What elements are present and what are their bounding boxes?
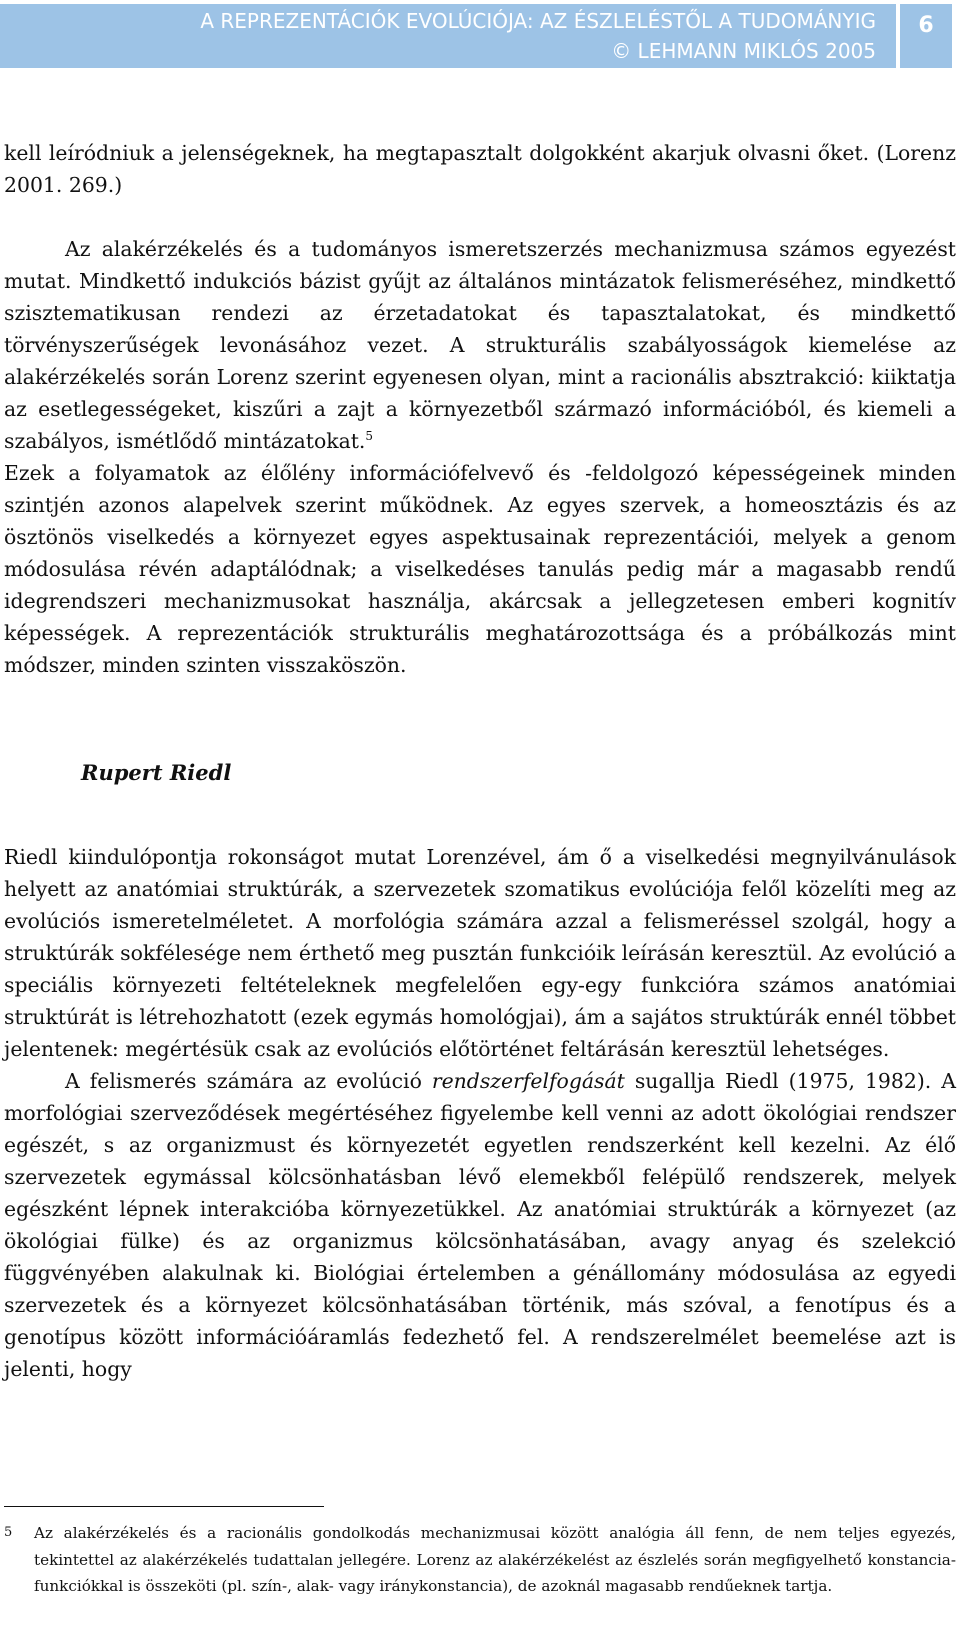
paragraph-2-text: Az alakérzékelés és a tudományos ismeretszerzés mechanizmusa számos egyezést mutat. Mindkettő indukciós bázist gyűjt az általános mintázatok felismeréséhez, mindkettő szisztematikusan rendezi az érzetadatokat és tapasztalatokat, és mindkettő törvényszerűségek levonásához vezet. A strukturális szabályosságok kiemelése az alakérzékelés során Lorenz szerint egyenesen olyan, mint a racionális absztrakció: kiiktatja az esetlegességeket, kiszűri a zajt a környezetből származó információból, és kiemeli a szabályos, ismétlődő mintázatokat. [4,237,956,453]
header-title: A REPREZENTÁCIÓK EVOLÚCIÓJA: AZ ÉSZLELÉSTŐL A TUDOMÁNYIG [200,9,876,33]
paragraph-5 [4,1065,956,1385]
paragraph-5-text-before: A felismerés számára az evolúció [65,1069,432,1093]
paragraph-3: Ezek a folyamatok az élőlény információfelvevő és -feldolgozó képességeinek minden szintjén azonos alapelvek szerint működnek. Az egyes szervek, a homeosztázis és az ösztönös viselkedés a környezet egyes aspektusainak reprezentációi, melyek a genom módosulása révén adaptálódnak; a viselkedéses tanulás pedig már a magasabb rendű idegrendszeri mechanizmusokat használja, akárcsak a jellegzetesen emberi kognitív képességek. A reprezentációk strukturális meghatározottsága és a próbálkozás mint módszer, minden szinten visszaköszön. [4,461,956,677]
document-body [4,137,956,1385]
footnote-divider [4,1506,324,1507]
page-header [0,0,960,72]
section-heading: Rupert Riedl [81,760,232,785]
footnote-mark: 5 [4,1525,13,1540]
footnote-text: Az alakérzékelés és a racionális gondolkodás mechanizmusai között analógia áll fenn, de nem teljes egyezés, tekintettel az alakérzékelés tudattalan jellegére. Lorenz az alakérzékelést az észlelés során megfigyelhető konstancia-funkciókkal is összeköti (pl. szín-, alak- vagy iránykonstancia), de azoknál magasabb rendűeknek tartja. [34,1524,956,1595]
paragraph-1: kell leíródniuk a jelenségeknek, ha megtapasztalt dolgokként akarjuk olvasni őket. (Lorenz 2001. 269.) [4,141,956,197]
paragraph-5-italic: rendszerfelfogását [431,1069,625,1093]
footnote-reference[interactable]: 5 [365,429,374,444]
paragraph-2 [4,233,956,457]
paragraph-5-text-after: sugallja Riedl (1975, 1982). A morfológiai szerveződések megértéséhez figyelembe kell venni az adott ökológiai rendszer egészét, s az organizmust és környezetét egyetlen rendszerként kell kezelni. Az élő szervezetek egymással kölcsönhatásban lévő elemekből felépülő rendszerek, melyek egészként lépnek interakcióba környezetükkel. Az anatómiai struktúrák a környezet (az ökológiai fülke) és az organizmus kölcsönhatásában, avagy anyag és szelekció függvényében alakulnak ki. Biológiai értelemben a génállomány módosulása az egyedi szervezetek és a környezet kölcsönhatásában történik, más szóval, a fenotípus és a genotípus között információáramlás fedezhető fel. A rendszerelmélet beemelése azt is jelenti, hogy [4,1069,956,1381]
paragraph-4: Riedl kiindulópontja rokonságot mutat Lorenzével, ám ő a viselkedési megnyilvánulások helyett az anatómiai struktúrák, a szervezetek szomatikus evolúciója felől közelíti meg az evolúciós ismeretelméletet. A morfológia számára azzal a felismeréssel szolgál, hogy a struktúrák sokfélesége nem érthető meg pusztán funkcióik leírásán keresztül. Az evolúció a speciális környezeti feltételeknek megfelelően egy-egy funkcióra számos anatómiai struktúrát is létrehozhatott (ezek egymás homológjai), ám a sajátos struktúrák ennél többet jelentenek: megértésük csak az evolúciós előtörténet feltárásán keresztül lehetséges. [4,845,956,1061]
footnote [4,1520,956,1600]
page-number: 6 [900,4,952,68]
header-author: © LEHMANN MIKLÓS 2005 [611,39,876,63]
